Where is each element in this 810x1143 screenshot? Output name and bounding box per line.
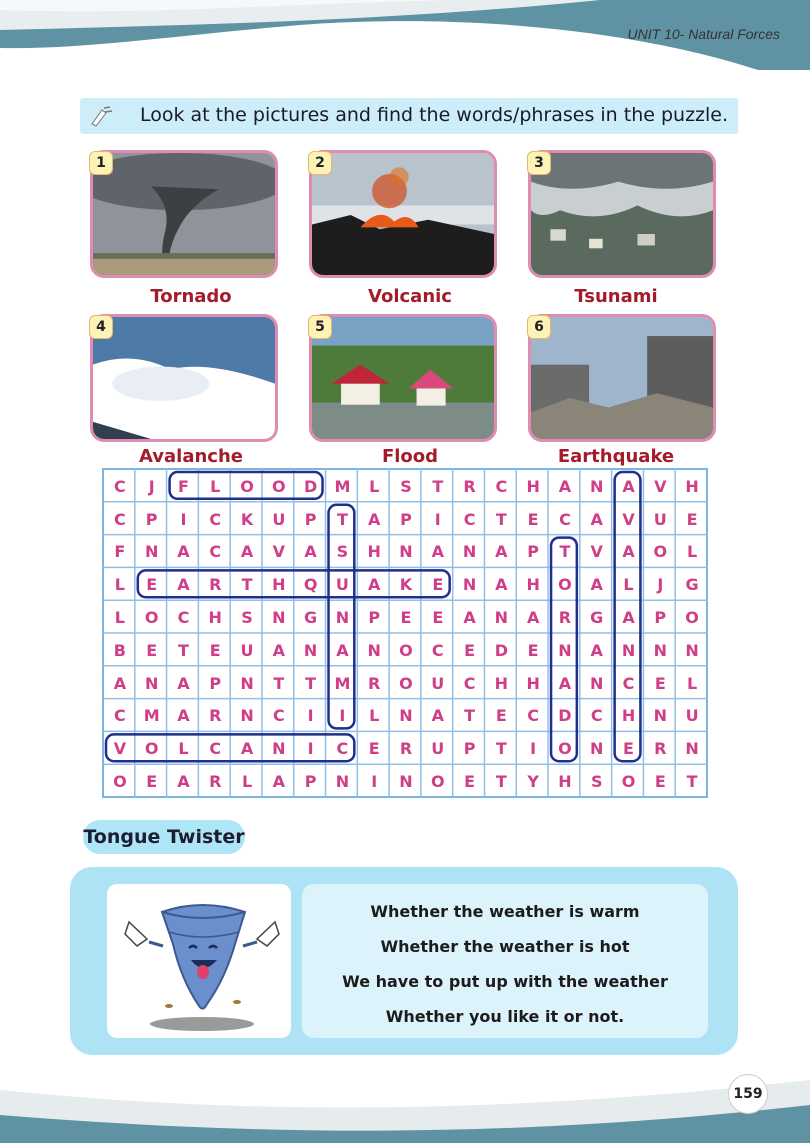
page-number: 159 (728, 1074, 768, 1114)
grid-letter[interactable]: R (368, 673, 381, 693)
grid-letter[interactable]: I (180, 509, 187, 529)
grid-letter[interactable]: H (526, 673, 540, 693)
grid-letter[interactable]: A (272, 772, 286, 792)
grid-letter[interactable]: C (495, 476, 508, 496)
grid-letter[interactable]: A (558, 673, 572, 693)
grid-letter[interactable]: A (463, 608, 476, 628)
grid-letter[interactable]: A (590, 640, 603, 660)
grid-letter[interactable]: N (558, 640, 572, 660)
grid-letter[interactable]: T (305, 673, 317, 693)
instruction-bar (80, 98, 738, 134)
grid-letter[interactable]: C (209, 739, 222, 759)
grid-letter[interactable]: I (434, 509, 441, 529)
grid-letter[interactable]: V (590, 542, 603, 562)
grid-letter[interactable]: I (371, 772, 378, 792)
grid-lines (102, 468, 708, 798)
grid-letter[interactable]: L (241, 772, 253, 792)
grid-letter[interactable]: K (240, 509, 254, 529)
grid-letter[interactable]: U (335, 575, 349, 595)
grid-letter[interactable]: P (304, 772, 317, 792)
grid-letter[interactable]: I (307, 739, 314, 759)
grid-letter[interactable]: E (146, 640, 158, 660)
pencil-icon (88, 104, 118, 128)
grid-letter[interactable]: H (526, 476, 540, 496)
grid-letter[interactable]: O (399, 673, 413, 693)
grid-letter[interactable]: A (368, 575, 381, 595)
answer-outline (615, 472, 641, 761)
grid-letter[interactable]: N (144, 542, 159, 562)
picture-number: 1 (89, 151, 113, 175)
grid-letter[interactable]: O (685, 608, 699, 628)
grid-letter[interactable]: E (527, 509, 539, 529)
grid-letter[interactable]: O (558, 739, 572, 759)
caption-earthquake: Earthquake (557, 446, 675, 467)
grid-letter[interactable]: V (113, 739, 127, 759)
grid-letter[interactable]: E (432, 608, 444, 628)
grid-letter[interactable]: L (114, 575, 125, 595)
grid-letter[interactable]: S (590, 772, 603, 792)
grid-letter[interactable]: C (463, 509, 476, 529)
grid-letter[interactable]: R (399, 739, 413, 759)
unit-title: UNIT 10- Natural Forces (627, 26, 780, 42)
grid-letter[interactable]: O (653, 542, 668, 562)
grid-letter[interactable]: V (654, 476, 667, 496)
grid-letter[interactable]: H (208, 608, 222, 628)
picture-number: 5 (308, 315, 332, 339)
grid-letter[interactable]: U (240, 640, 254, 660)
caption-tsunami: Tsunami (574, 286, 658, 307)
grid-letter[interactable]: T (495, 509, 507, 529)
grid-letter[interactable]: C (114, 476, 126, 496)
grid-letter[interactable]: L (686, 673, 698, 693)
grid-letter[interactable]: A (177, 673, 190, 693)
grid-letter[interactable]: I (530, 739, 537, 759)
picture-tsunami (528, 150, 716, 278)
grid-letter[interactable]: D (558, 706, 572, 726)
grid-letter[interactable]: A (177, 575, 190, 595)
grid-letter[interactable]: E (368, 739, 380, 759)
grid-letter[interactable]: U (653, 509, 667, 529)
grid-letter[interactable]: F (114, 542, 126, 562)
grid-letter[interactable]: L (369, 476, 380, 496)
grid-letter[interactable]: A (368, 509, 381, 529)
picture-volcanic (309, 150, 497, 278)
grid-letter[interactable]: H (367, 542, 381, 562)
grid-letter[interactable]: E (686, 509, 698, 529)
grid-letter[interactable]: E (146, 772, 158, 792)
grid-letter[interactable]: T (686, 772, 698, 792)
grid-letter[interactable]: U (431, 739, 445, 759)
grid-letter[interactable]: C (590, 706, 603, 726)
grid-letter[interactable]: G (590, 608, 604, 628)
grid-letter[interactable]: O (430, 772, 445, 792)
grid-letter[interactable]: N (653, 640, 667, 660)
grid-letter[interactable]: N (367, 640, 381, 660)
grid-letter[interactable]: C (114, 509, 126, 529)
grid-letter[interactable]: T (273, 673, 285, 693)
grid-letter[interactable]: E (654, 673, 666, 693)
grid-letter[interactable]: N (494, 608, 509, 628)
grid-letter[interactable]: N (240, 706, 254, 726)
grid-letter[interactable]: N (399, 542, 413, 562)
grid-letter[interactable]: N (399, 772, 413, 792)
picture-avalanche (90, 314, 278, 442)
grid-letter[interactable]: A (177, 542, 190, 562)
caption-flood: Flood (381, 446, 439, 467)
grid-letter[interactable]: E (495, 706, 507, 726)
grid-letter[interactable]: O (144, 608, 159, 628)
grid-letter[interactable]: N (590, 673, 604, 693)
grid-letter[interactable]: V (272, 542, 286, 562)
grid-letter[interactable]: P (527, 542, 539, 562)
grid-letter[interactable]: Y (527, 772, 539, 792)
tongue-twister-poem (302, 884, 708, 1038)
tornado-mascot-illustration (107, 884, 291, 1038)
grid-letter[interactable]: A (495, 542, 508, 562)
grid-letter[interactable]: O (558, 575, 572, 595)
grid-letter[interactable]: C (177, 608, 190, 628)
grid-letter[interactable]: O (621, 772, 636, 792)
grid-letter[interactable]: N (303, 640, 318, 660)
grid-letter[interactable]: C (431, 640, 444, 660)
grid-letter[interactable]: A (431, 706, 444, 726)
grid-letter[interactable]: T (432, 476, 444, 496)
answer-outline (329, 505, 355, 729)
grid-letter[interactable]: D (494, 640, 508, 660)
grid-letter[interactable]: E (654, 772, 666, 792)
grid-letter[interactable]: R (558, 608, 572, 628)
grid-letter[interactable]: E (146, 575, 158, 595)
grid-letter[interactable]: A (526, 608, 540, 628)
grid-letter[interactable]: O (240, 476, 254, 496)
grid-letter[interactable]: R (654, 739, 667, 759)
caption-avalanche: Avalanche (139, 446, 243, 467)
grid-letter[interactable]: N (240, 673, 254, 693)
grid-letter[interactable]: Q (303, 575, 318, 595)
grid-letter[interactable]: E (464, 772, 476, 792)
grid-letter[interactable]: M (334, 673, 351, 693)
grid-letter[interactable]: P (400, 509, 412, 529)
poem-line: Whether the weather is warm (370, 902, 640, 921)
grid-letter[interactable]: E (623, 739, 634, 759)
grid-letter[interactable]: S (336, 542, 349, 562)
grid-letter[interactable]: P (209, 673, 222, 693)
grid-letter[interactable]: T (241, 575, 253, 595)
grid-letter[interactable]: N (590, 739, 604, 759)
picture-earthquake (528, 314, 716, 442)
grid-letter[interactable]: A (622, 542, 635, 562)
picture-number: 4 (89, 315, 113, 339)
grid-letter[interactable]: C (463, 673, 476, 693)
answer-outline (170, 472, 323, 499)
grid-letter[interactable]: N (685, 640, 699, 660)
grid-letter[interactable]: E (209, 640, 221, 660)
answer-outline (551, 538, 577, 762)
grid-letter[interactable]: I (339, 706, 346, 726)
grid-letter[interactable]: H (494, 673, 509, 693)
tongue-twister-title: Tongue Twister (83, 820, 245, 854)
grid-letter[interactable]: E (432, 575, 444, 595)
picture-tornado (90, 150, 278, 278)
grid-letter[interactable]: O (144, 739, 159, 759)
grid-letter[interactable]: N (621, 640, 636, 660)
grid-letter[interactable]: L (114, 608, 125, 628)
grid-letter[interactable]: C (272, 706, 285, 726)
grid-letter[interactable]: A (558, 476, 572, 496)
poem-line: Whether the weather is hot (380, 937, 630, 956)
grid-letter[interactable]: N (144, 673, 159, 693)
grid-letter[interactable]: N (272, 608, 286, 628)
grid-letter[interactable]: N (590, 476, 604, 496)
grid-letter[interactable]: E (464, 640, 476, 660)
grid-letter[interactable]: T (495, 772, 507, 792)
grid-letter[interactable]: H (526, 575, 540, 595)
grid-letter[interactable]: J (657, 575, 664, 595)
grid-letter[interactable]: N (335, 772, 350, 792)
picture-flood (309, 314, 497, 442)
grid-letter[interactable]: O (272, 476, 286, 496)
poem-line: We have to put up with the weather (342, 972, 668, 991)
grid-letter[interactable]: N (272, 739, 286, 759)
grid-letter[interactable]: T (495, 739, 507, 759)
grid-letter[interactable]: N (399, 706, 413, 726)
grid-letter[interactable]: A (622, 608, 635, 628)
grid-letter[interactable]: A (336, 640, 349, 660)
grid-letter[interactable]: P (463, 739, 476, 759)
grid-letter[interactable]: M (143, 706, 160, 726)
grid-letter[interactable]: K (399, 575, 413, 595)
grid-letter[interactable]: O (399, 640, 413, 660)
grid-letter[interactable]: F (178, 476, 189, 496)
grid-letter[interactable]: N (653, 706, 667, 726)
grid-letter[interactable]: U (431, 673, 445, 693)
grid-letter[interactable]: H (621, 706, 636, 726)
grid-letter[interactable]: I (307, 706, 314, 726)
grid-letter[interactable]: A (590, 509, 603, 529)
grid-letter[interactable]: L (178, 739, 189, 759)
grid-letter[interactable]: C (114, 706, 126, 726)
grid-letter[interactable]: A (622, 476, 635, 496)
caption-volcanic: Volcanic (368, 286, 452, 307)
grid-letter[interactable]: A (240, 739, 254, 759)
grid-letter[interactable]: R (209, 575, 222, 595)
grid-letter[interactable]: E (400, 608, 412, 628)
grid-letter[interactable]: D (303, 476, 318, 496)
grid-letter[interactable]: A (304, 542, 317, 562)
grid-letter[interactable]: P (304, 509, 317, 529)
grid-letter[interactable]: P (145, 509, 158, 529)
grid-letter[interactable]: S (241, 608, 253, 628)
grid-letter[interactable]: P (654, 608, 667, 628)
footer-banner (0, 1060, 810, 1143)
grid-letter[interactable]: T (336, 509, 348, 529)
instruction-text: Look at the pictures and find the words/phrases in the puzzle. (140, 104, 729, 126)
grid-letter[interactable]: U (272, 509, 286, 529)
grid-letter[interactable]: H (685, 476, 699, 496)
poem-line: Whether you like it or not. (385, 1007, 625, 1026)
grid-letter[interactable]: N (335, 608, 350, 628)
grid-letter[interactable]: R (463, 476, 476, 496)
grid-letter[interactable]: U (685, 706, 699, 726)
grid-letter[interactable]: G (304, 608, 318, 628)
grid-letter[interactable]: C (559, 509, 571, 529)
grid-letter[interactable]: C (209, 509, 222, 529)
grid-letter[interactable]: L (210, 476, 221, 496)
grid-letter[interactable]: B (113, 640, 126, 660)
grid-letter[interactable]: A (590, 575, 603, 595)
grid-letter[interactable]: S (400, 476, 412, 496)
grid-letter[interactable]: T (178, 640, 189, 660)
grid-letter[interactable]: M (334, 476, 351, 496)
picture-number: 3 (527, 151, 551, 175)
caption-tornado: Tornado (150, 286, 232, 307)
grid-letter[interactable]: A (177, 706, 190, 726)
grid-letter[interactable]: A (495, 575, 508, 595)
grid-letter[interactable]: C (622, 673, 635, 693)
grid-letter[interactable]: C (336, 739, 349, 759)
grid-letter[interactable]: A (272, 640, 286, 660)
grid-letter[interactable]: N (462, 575, 477, 595)
grid-letter[interactable]: A (240, 542, 254, 562)
grid-letter[interactable]: A (113, 673, 127, 693)
grid-letter[interactable]: T (559, 542, 571, 562)
grid-letter[interactable]: E (527, 640, 539, 660)
grid-letter[interactable]: N (685, 739, 699, 759)
grid-letter[interactable]: H (272, 575, 286, 595)
grid-letter[interactable]: A (177, 772, 190, 792)
grid-letter[interactable]: P (368, 608, 381, 628)
grid-letter[interactable]: C (209, 542, 222, 562)
grid-letter[interactable]: V (622, 509, 635, 529)
grid-letter[interactable]: L (369, 706, 380, 726)
grid-letter[interactable]: T (464, 706, 476, 726)
picture-number: 2 (308, 151, 332, 175)
grid-letter[interactable]: R (209, 772, 222, 792)
grid-letter[interactable]: R (209, 706, 222, 726)
picture-number: 6 (527, 315, 551, 339)
grid-letter[interactable]: A (431, 542, 444, 562)
grid-letter[interactable]: L (686, 542, 698, 562)
grid-letter[interactable]: C (527, 706, 540, 726)
grid-letter[interactable]: G (685, 575, 699, 595)
grid-letter[interactable]: O (113, 772, 127, 792)
grid-letter[interactable]: L (623, 575, 634, 595)
grid-letter[interactable]: N (462, 542, 477, 562)
grid-letter[interactable]: H (558, 772, 572, 792)
grid-letter[interactable]: J (148, 476, 155, 496)
